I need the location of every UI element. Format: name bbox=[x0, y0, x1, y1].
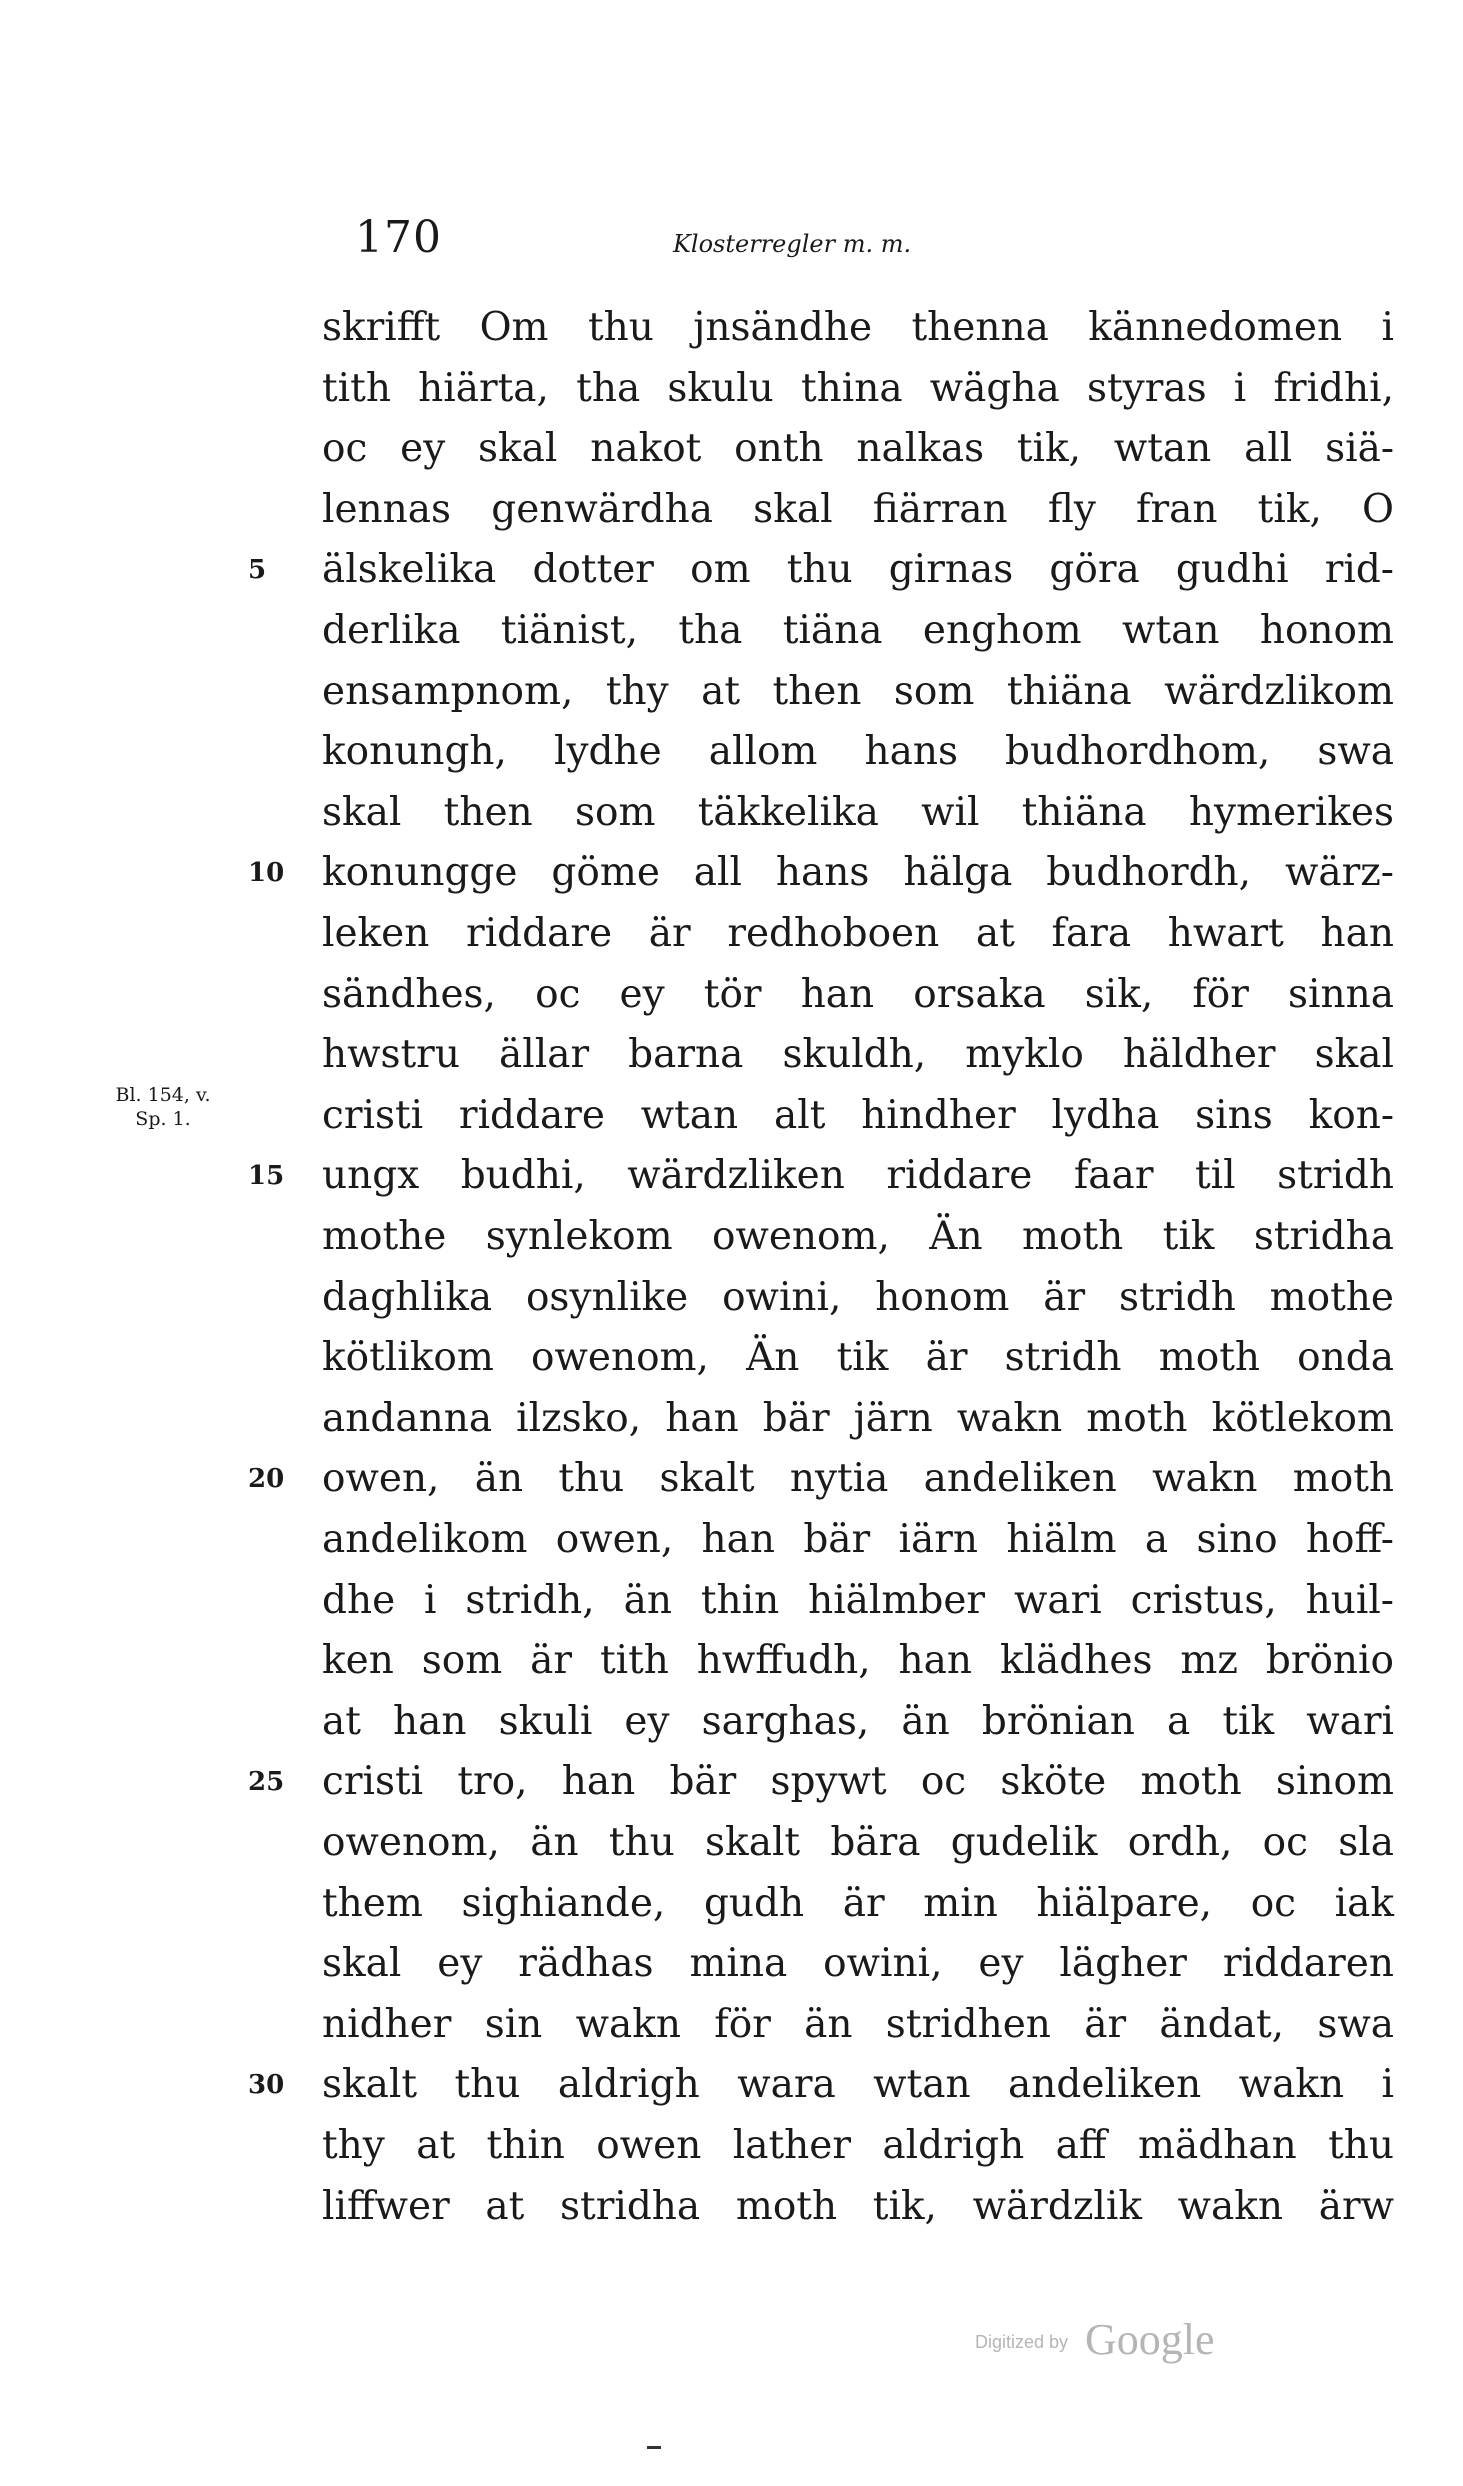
line-number bbox=[248, 1631, 318, 1691]
text-line: tith hiärta, tha skulu thina wägha styras i fridhi, bbox=[322, 366, 1394, 411]
line-number bbox=[248, 1813, 318, 1873]
page-number: 170 bbox=[355, 212, 442, 263]
line-number: 25 bbox=[248, 1767, 285, 1797]
line-number bbox=[248, 1874, 318, 1934]
text-line: at han skuli ey sarghas, än brönian a tik wari bbox=[322, 1699, 1394, 1744]
text-line: andanna ilzsko, han bär järn wakn moth kötlekom bbox=[322, 1396, 1394, 1441]
margin-note-folio: Bl. 154, v. bbox=[115, 1084, 211, 1106]
text-line: skalt thu aldrigh wara wtan andeliken wakn i bbox=[322, 2062, 1394, 2107]
line-number: 5 bbox=[248, 555, 267, 585]
line-number bbox=[248, 1025, 318, 1085]
text-line: skrifft Om thu jnsändhe thenna kännedomen i bbox=[322, 305, 1394, 350]
line-number bbox=[248, 1510, 318, 1570]
text-line: ken som är tith hwffudh, han klädhes mz brönio bbox=[322, 1638, 1394, 1683]
text-line: thy at thin owen lather aldrigh aff mädhan thu bbox=[322, 2123, 1394, 2168]
text-line: liffwer at stridha moth tik, wärdzlik wakn ärw bbox=[322, 2184, 1394, 2229]
line-number bbox=[248, 359, 318, 419]
line-number bbox=[248, 298, 318, 358]
text-line: kötlikom owenom, Än tik är stridh moth onda bbox=[322, 1335, 1394, 1380]
text-line: sändhes, oc ey tör han orsaka sik, för sinna bbox=[322, 972, 1394, 1017]
line-number bbox=[248, 1268, 318, 1328]
stray-mark bbox=[647, 2446, 661, 2449]
digitized-by-label: Digitized by bbox=[975, 2332, 1069, 2352]
text-line: owen, än thu skalt nytia andeliken wakn moth bbox=[322, 1456, 1394, 1501]
text-line: daghlika osynlike owini, honom är stridh mothe bbox=[322, 1275, 1394, 1320]
text-line: andelikom owen, han bär iärn hiälm a sino hoff- bbox=[322, 1517, 1394, 1562]
text-line: nidher sin wakn för än stridhen är ändat, swa bbox=[322, 2002, 1394, 2047]
text-line: konungge göme all hans hälga budhordh, wärz- bbox=[322, 850, 1394, 895]
text-line: lennas genwärdha skal fiärran fly fran tik, O bbox=[322, 487, 1394, 532]
margin-note bbox=[88, 1083, 238, 1131]
running-title: Klosterregler m. m. bbox=[673, 230, 912, 258]
line-number bbox=[248, 1571, 318, 1631]
line-number bbox=[248, 783, 318, 843]
line-number bbox=[248, 662, 318, 722]
margin-note-column: Sp. 1. bbox=[135, 1108, 191, 1130]
text-line: skal ey rädhas mina owini, ey lägher riddaren bbox=[322, 1941, 1394, 1986]
line-number: 20 bbox=[248, 1464, 285, 1494]
digitization-watermark bbox=[975, 2314, 1275, 2374]
line-number bbox=[248, 904, 318, 964]
line-number bbox=[248, 1086, 318, 1146]
text-line: ungx budhi, wärdzliken riddare faar til stridh bbox=[322, 1153, 1394, 1198]
line-number bbox=[248, 2177, 318, 2237]
line-number bbox=[248, 601, 318, 661]
line-number bbox=[248, 419, 318, 479]
text-line: owenom, än thu skalt bära gudelik ordh, oc sla bbox=[322, 1820, 1394, 1865]
line-number bbox=[248, 722, 318, 782]
text-line: älskelika dotter om thu girnas göra gudhi rid- bbox=[322, 547, 1394, 592]
line-number: 10 bbox=[248, 858, 285, 888]
line-number bbox=[248, 1389, 318, 1449]
text-line: derlika tiänist, tha tiäna enghom wtan honom bbox=[322, 608, 1394, 653]
line-number bbox=[248, 1692, 318, 1752]
text-line: mothe synlekom owenom, Än moth tik stridha bbox=[322, 1214, 1394, 1259]
text-line: konungh, lydhe allom hans budhordhom, swa bbox=[322, 729, 1394, 774]
line-number: 30 bbox=[248, 2070, 285, 2100]
text-line: cristi tro, han bär spywt oc sköte moth sinom bbox=[322, 1759, 1394, 1804]
text-line: cristi riddare wtan alt hindher lydha sins kon- bbox=[322, 1093, 1394, 1138]
line-number bbox=[248, 1934, 318, 1994]
line-number bbox=[248, 2116, 318, 2176]
line-number bbox=[248, 1995, 318, 2055]
text-line: ensampnom, thy at then som thiäna wärdzlikom bbox=[322, 669, 1394, 714]
line-number: 15 bbox=[248, 1161, 285, 1191]
line-number bbox=[248, 965, 318, 1025]
text-line: skal then som täkkelika wil thiäna hymerikes bbox=[322, 790, 1394, 835]
text-line: them sighiande, gudh är min hiälpare, oc iak bbox=[322, 1881, 1394, 1926]
line-number bbox=[248, 480, 318, 540]
page-header bbox=[355, 212, 1155, 272]
text-line: oc ey skal nakot onth nalkas tik, wtan all siä- bbox=[322, 426, 1394, 471]
line-number bbox=[248, 1207, 318, 1267]
text-line: hwstru ällar barna skuldh, myklo häldher skal bbox=[322, 1032, 1394, 1077]
text-line: dhe i stridh, än thin hiälmber wari cristus, huil- bbox=[322, 1578, 1394, 1623]
text-line: leken riddare är redhoboen at fara hwart han bbox=[322, 911, 1394, 956]
google-wordmark: Google bbox=[1085, 2315, 1215, 2364]
line-number bbox=[248, 1328, 318, 1388]
